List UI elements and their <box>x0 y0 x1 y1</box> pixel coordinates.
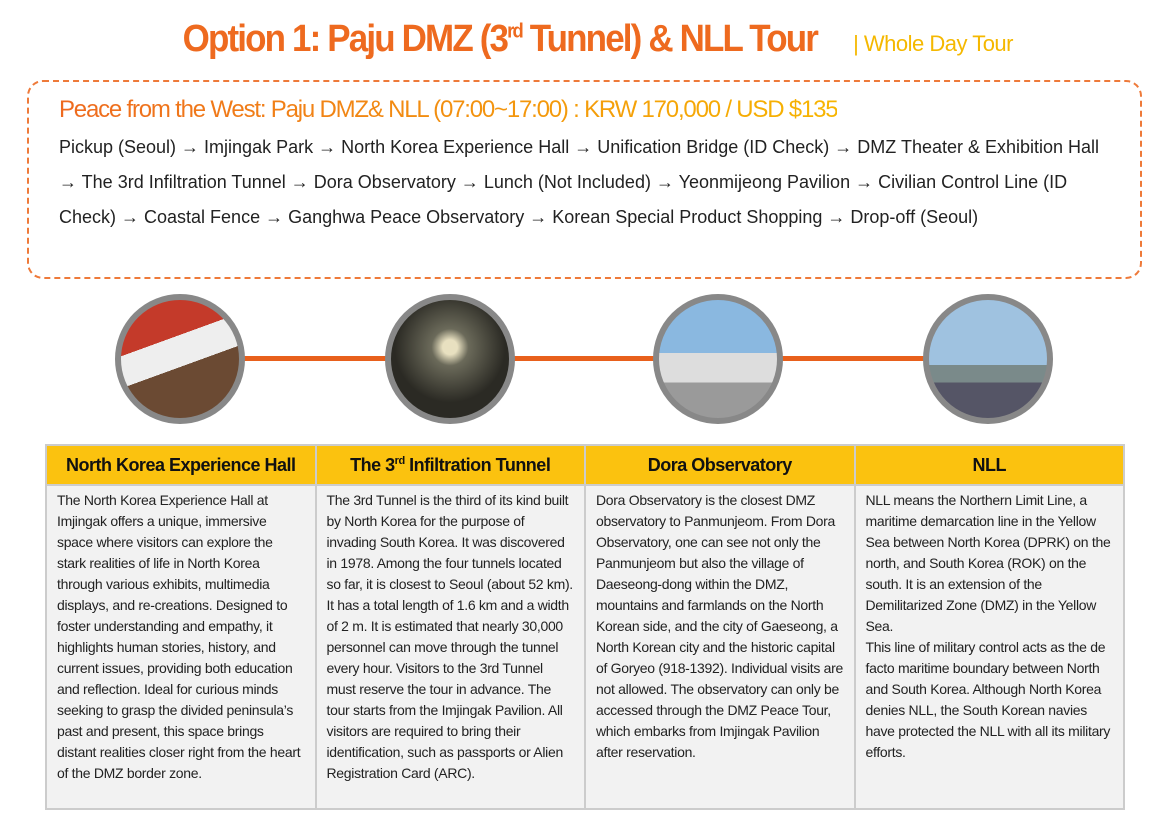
stop-title: North Korea Experience Hall <box>46 445 316 485</box>
tour-subtitle: | Whole Day Tour <box>853 31 1013 56</box>
tour-title <box>183 18 817 61</box>
stop-title: Dora Observatory <box>585 445 855 485</box>
title-sup: rd <box>507 20 522 43</box>
tour-summary-heading: Peace from the West: Paju DMZ& NLL (07:00~17:00) : KRW 170,000 / USD $135 <box>59 96 838 123</box>
stop-description: The North Korea Experience Hall at Imjingak offers a unique, immersive space where visitors can explore the stark realities of life in North Korea through various exhibits, multimedia displays, and re-creations. Designed to foster understanding and empathy, it highlights human stories, history, and current issues, providing both education and reflection. Ideal for curious minds seeking to grasp the divided peninsula’s past and present, this space brings distant realities closer right from the heart of the DMZ border zone. <box>46 485 316 809</box>
dora-observatory-photo <box>653 294 783 424</box>
title-prefix: Option 1: Paju DMZ (3 <box>182 18 508 60</box>
stop-description <box>855 485 1125 809</box>
timeline-connector <box>180 356 988 361</box>
tour-route: Pickup (Seoul) → Imjingak Park → North Korea Experience Hall → Unification Bridge (ID Check) → DMZ Theater & Exhibition Hall → The 3rd Infiltration Tunnel → Dora Observatory → Lunch (Not Included) → Yeonmijeong Pavilion → Civilian Control Line (ID Check) → Coastal Fence → Ganghwa Peace Observatory → Korean Special Product Shopping → Drop-off (Seoul) <box>59 137 1100 227</box>
stop-description: The 3rd Tunnel is the third of its kind built by North Korea for the purpose of invading South Korea. It was discovered in 1978. Among the four tunnels located so far, it is closest to Seoul (about 52 km). It has a total length of 1.6 km and a width of 2 m. It is estimated that nearly 30,000 personnel can move through the tunnel every hour. Visitors to the 3rd Tunnel must reserve the tour in advance. The tour starts from the Imjingak Pavilion. All visitors are required to bring their identification, such as passports or Alien Registration Card (ARC). <box>316 485 586 809</box>
stops-table <box>45 444 1125 810</box>
stop-description: Dora Observatory is the closest DMZ observatory to Panmunjeom. From Dora Observatory, one can see not only the Panmunjeom but also the village of Daeseong-dong within the DMZ, mountains and farmlands on the North Korean side, and the city of Gaeseong, a North Korean city and the historic capital of Goryeo (918-1392). Individual visits are not allowed. The observatory can only be accessed through the DMZ Peace Tour, which embarks from Imjingak Pavilion after reservation. <box>585 485 855 809</box>
stop-title <box>316 445 586 485</box>
north-korea-experience-hall-photo <box>115 294 245 424</box>
nll-photo <box>923 294 1053 424</box>
stop-title: NLL <box>855 445 1125 485</box>
stop-title-sup: rd <box>394 454 405 467</box>
nll-text-2: This line of military control acts as the de facto maritime boundary between North and South Korea. Although North Korea denies NLL, the South Korean navies have protected the NLL with all its military efforts. <box>865 639 1111 760</box>
nll-text-1: NLL means the Northern Limit Line, a maritime demarcation line in the Yellow Sea between North Korea (DPRK) on the north, and South Korea (ROK) on the south. It is an extension of the Demilitarized Zone (DMZ) in the Yellow Sea. <box>865 492 1111 634</box>
title-suffix: Tunnel) & NLL Tour <box>521 18 818 60</box>
stop-title-prefix: The 3 <box>350 454 395 475</box>
third-tunnel-photo <box>385 294 515 424</box>
page-title <box>0 18 1168 61</box>
stop-title-suffix: Infiltration Tunnel <box>404 454 551 475</box>
tour-summary-box <box>27 80 1142 279</box>
